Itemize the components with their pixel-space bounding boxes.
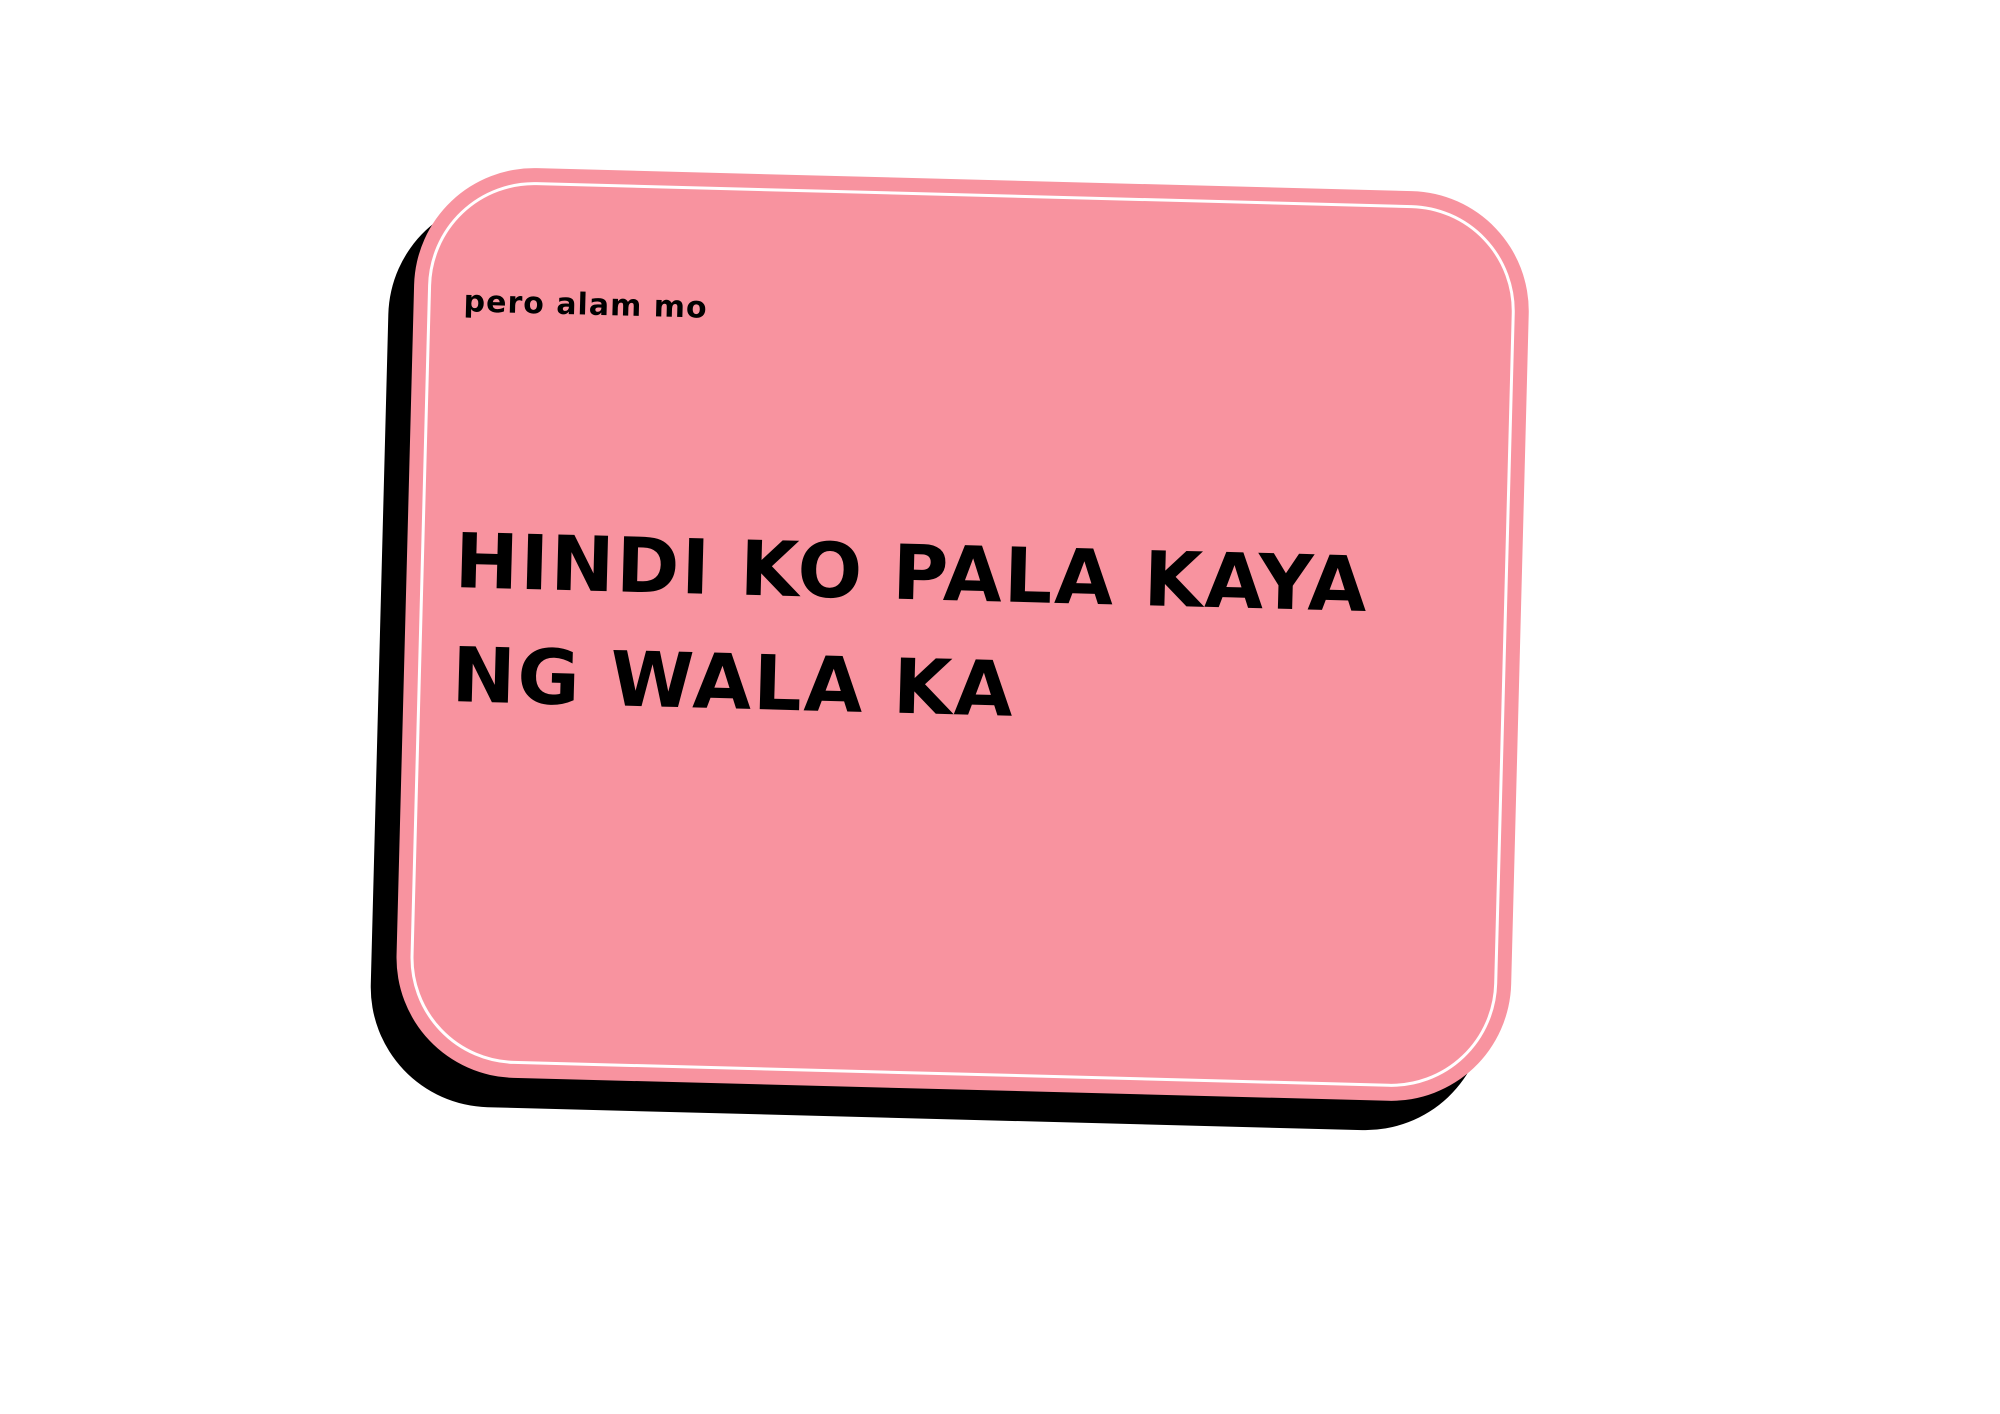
quote-card-group [393,165,1572,1115]
card-headline [450,504,1436,758]
card-subtitle: pero alam mo [463,284,709,326]
headline-line-2: NG WALA KA [450,630,1016,734]
headline-line-1: HINDI KO PALA KAYA [453,516,1370,630]
quote-card [393,165,1531,1104]
